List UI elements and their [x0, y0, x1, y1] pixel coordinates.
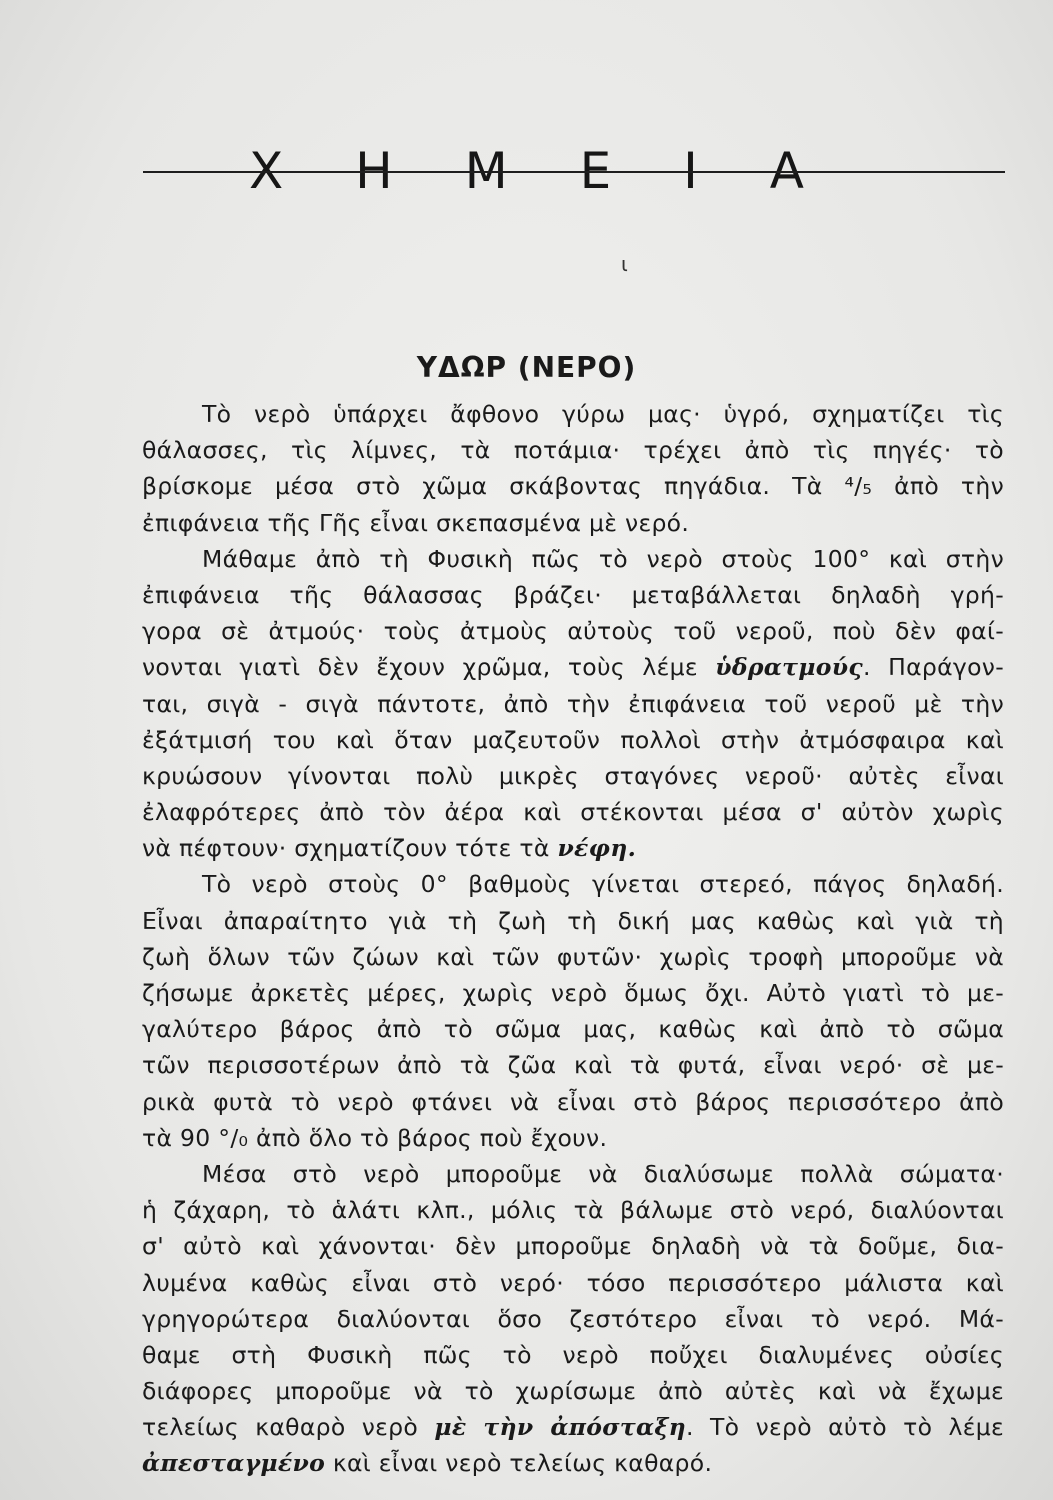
text-run: Μέσα στὸ νερὸ μποροῦμε νὰ διαλύσωμε πολλὰ σώματα· — [202, 1159, 1004, 1188]
text-line — [142, 903, 1004, 939]
text-line — [142, 432, 1004, 468]
text-line — [142, 649, 1004, 685]
text-line — [142, 1337, 1004, 1373]
text-line — [142, 722, 1004, 758]
text-run: ἐξάτμισή του καὶ ὅταν μαζευτοῦν πολλοὶ στὴν ἀτμόσφαιρα καὶ — [142, 725, 1004, 754]
text-line — [142, 1445, 1004, 1481]
text-run: . Παράγον- — [862, 653, 1004, 682]
section-heading: ΥΔΩΡ (ΝΕΡΟ) — [416, 351, 637, 385]
text-line — [142, 505, 1004, 541]
text-run: νὰ πέφτουν· σχηματίζουν τότε τὰ — [142, 834, 558, 863]
text-run: γορα σὲ ἀτμούς· τοὺς ἀτμοὺς αὐτοὺς τοῦ νεροῦ, ποὺ δὲν φαί- — [142, 617, 1004, 646]
text-run: τελείως καθαρὸ νερὸ — [142, 1413, 435, 1442]
text-run: Τὸ νερὸ στοὺς 0° βαθμοὺς γίνεται στερεό, πάγος δηλαδή. — [202, 870, 1004, 899]
text-run: ρικὰ φυτὰ τὸ νερὸ φτάνει νὰ εἶναι στὸ βάρος περισσότερο ἀπὸ — [142, 1087, 1004, 1116]
text-run: ται, σιγὰ - σιγὰ πάντοτε, ἀπὸ τὴν ἐπιφάνεια τοῦ νεροῦ μὲ τὴν — [142, 689, 1004, 718]
text-line — [142, 1047, 1004, 1083]
text-line — [142, 1228, 1004, 1264]
stray-mark: ι — [621, 252, 628, 276]
text-run: . Τὸ νερὸ αὐτὸ τὸ λέμε — [686, 1413, 1004, 1442]
text-run: γαλύτερο βάρος ἀπὸ τὸ σῶμα μας, καθὼς καὶ ἀπὸ τὸ σῶμα — [142, 1015, 1004, 1044]
text-run: νονται γιατὶ δὲν ἔχουν χρῶμα, τοὺς λέμε — [142, 653, 716, 682]
emphasized-term: ὑδρατμούς — [715, 653, 863, 682]
body-text — [142, 396, 1004, 1482]
text-line — [142, 1156, 1004, 1192]
emphasized-term: ἀπεσταγμένο — [142, 1449, 326, 1478]
text-line — [142, 686, 1004, 722]
text-line — [142, 1409, 1004, 1445]
text-run: βρίσκομε μέσα στὸ χῶμα σκάβοντας πηγάδια. Τὰ ⁴/₅ ἀπὸ τὴν — [142, 472, 1004, 501]
text-run: ζωὴ ὅλων τῶν ζώων καὶ τῶν φυτῶν· χωρὶς τροφὴ μποροῦμε νὰ — [142, 942, 1004, 971]
text-run: ἐπιφάνεια τῆς θάλασσας βράζει· μεταβάλλεται δηλαδὴ γρή- — [142, 580, 1004, 609]
text-run: διάφορες μποροῦμε νὰ τὸ χωρίσωμε ἀπὸ αὐτὲς καὶ νὰ ἔχωμε — [142, 1377, 1004, 1406]
text-line — [142, 975, 1004, 1011]
text-run: Τὸ νερὸ ὑπάρχει ἄφθονο γύρω μας· ὑγρό, σχηματίζει τὶς — [202, 400, 1004, 428]
text-line — [142, 613, 1004, 649]
text-run: λυμένα καθὼς εἶναι στὸ νερό· τόσο περισσότερο μάλιστα καὶ — [142, 1268, 1004, 1297]
text-line — [142, 396, 1004, 432]
text-line — [142, 939, 1004, 975]
text-line — [142, 1120, 1004, 1156]
text-line — [142, 1373, 1004, 1409]
chapter-title: Χ Η Μ Ε Ι Α — [249, 141, 832, 200]
text-line — [142, 758, 1004, 794]
text-line — [142, 577, 1004, 613]
emphasized-term: μὲ τὴν ἀπόσταξη — [434, 1413, 686, 1442]
text-line — [142, 1011, 1004, 1047]
text-run: ἐπιφάνεια τῆς Γῆς εἶναι σκεπασμένα μὲ νερό. — [142, 508, 690, 537]
text-line — [142, 468, 1004, 504]
text-line — [142, 1265, 1004, 1301]
text-run: ἐλαφρότερες ἀπὸ τὸν ἀέρα καὶ στέκονται μέσα σ' αὐτὸν χωρὶς — [142, 798, 1004, 827]
text-run: σ' αὐτὸ καὶ χάνονται· δὲν μποροῦμε δηλαδὴ νὰ τὰ δοῦμε, δια- — [142, 1232, 1004, 1261]
text-run: κρυώσουν γίνονται πολὺ μικρὲς σταγόνες νεροῦ· αὐτὲς εἶναι — [142, 761, 1004, 790]
text-run: Εἶναι ἀπαραίτητο γιὰ τὴ ζωὴ τὴ δική μας καθὼς καὶ γιὰ τὴ — [142, 906, 1004, 935]
text-line — [142, 830, 1004, 866]
text-run: Μάθαμε ἀπὸ τὴ Φυσικὴ πῶς τὸ νερὸ στοὺς 100° καὶ στὴν — [202, 544, 1004, 573]
text-run: γρηγορώτερα διαλύονται ὅσο ζεστότερο εἶναι τὸ νερό. Μά- — [142, 1304, 1004, 1333]
text-line — [142, 1192, 1004, 1228]
text-run: τῶν περισσοτέρων ἀπὸ τὰ ζῶα καὶ τὰ φυτά, εἶναι νερό· σὲ με- — [142, 1051, 1004, 1080]
text-line — [142, 866, 1004, 902]
text-run: ἡ ζάχαρη, τὸ ἁλάτι κλπ., μόλις τὰ βάλωμε στὸ νερό, διαλύονται — [142, 1196, 1004, 1225]
emphasized-term: νέφη. — [557, 834, 637, 863]
text-line — [142, 1301, 1004, 1337]
text-line — [142, 1084, 1004, 1120]
text-run: τὰ 90 °/₀ ἀπὸ ὅλο τὸ βάρος ποὺ ἔχουν. — [142, 1123, 608, 1152]
text-line — [142, 794, 1004, 830]
text-line — [142, 541, 1004, 577]
title-rule — [143, 171, 1005, 173]
text-run: καὶ εἶναι νερὸ τελείως καθαρό. — [325, 1449, 713, 1478]
text-run: θαμε στὴ Φυσικὴ πῶς τὸ νερὸ ποὔχει διαλυμένες οὐσίες — [142, 1340, 1004, 1369]
text-run: θάλασσες, τὶς λίμνες, τὰ ποτάμια· τρέχει ἀπὸ τὶς πηγές· τὸ — [142, 436, 1004, 465]
text-run: ζήσωμε ἀρκετὲς μέρες, χωρὶς νερὸ ὅμως ὄχι. Αὐτὸ γιατὶ τὸ με- — [142, 979, 1004, 1007]
